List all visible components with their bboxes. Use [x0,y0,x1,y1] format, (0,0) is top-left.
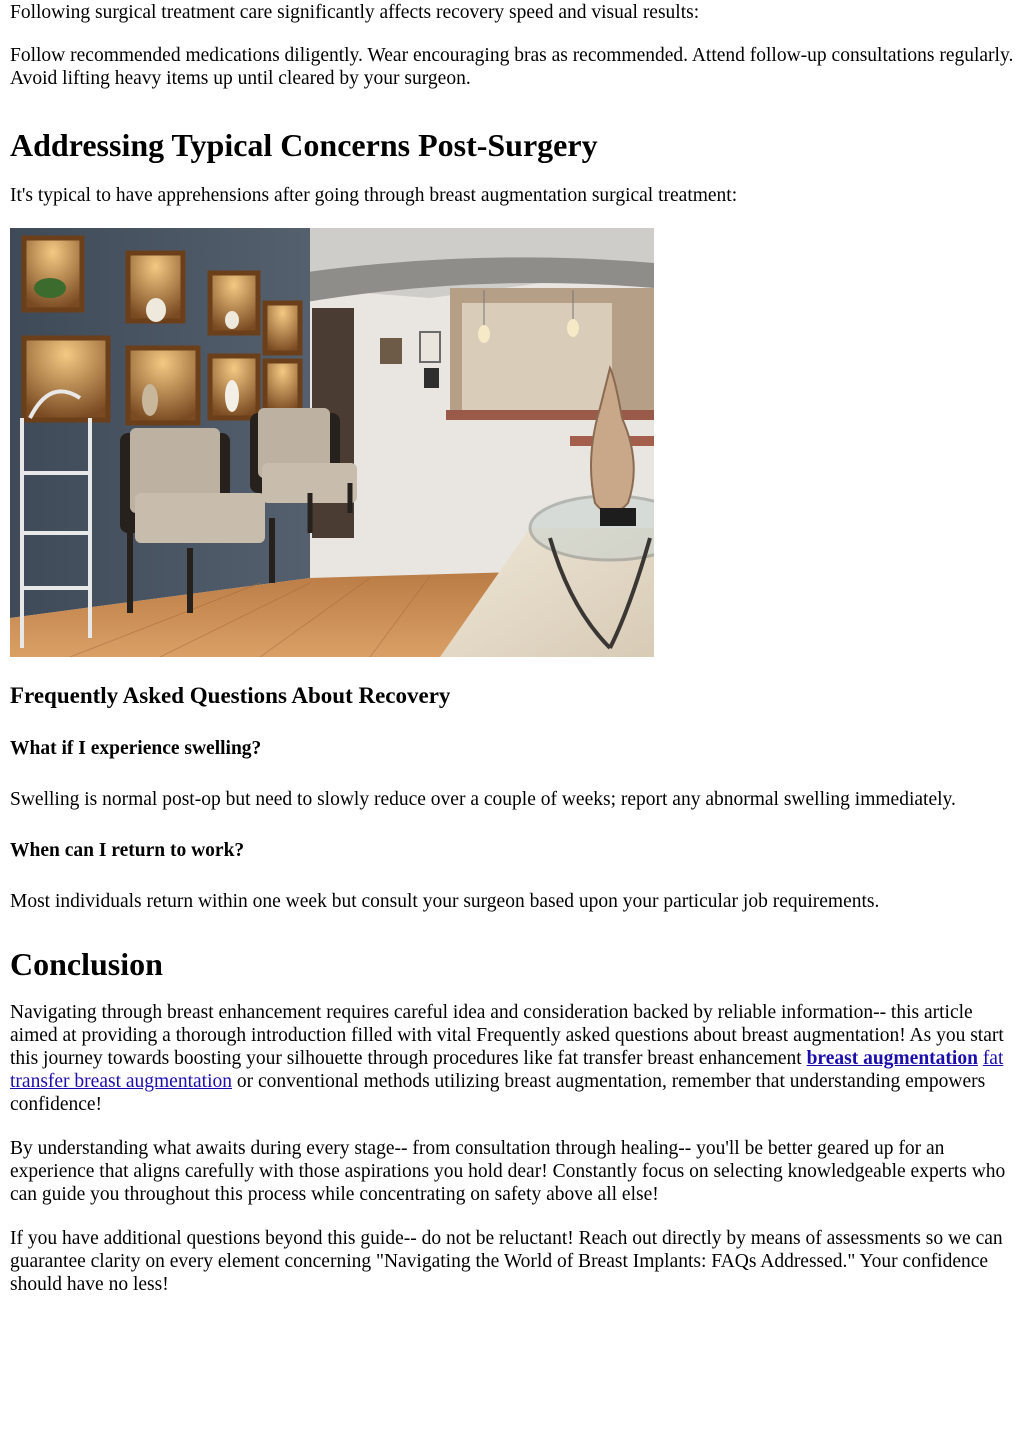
faq-heading: Frequently Asked Questions About Recovery [10,683,451,708]
faq-answer-2: Most individuals return within one week but consult your surgeon based upon your particular job requirements. [10,891,880,912]
waiting-room-photo [10,228,654,657]
intro-advice: Follow recommended medications diligently. Wear encouraging bras as recommended. Attend follow-up consultations regularly. Avoid lifting heavy items up until cleared by your surgeon. [10,45,1014,89]
conclusion-paragraph-1 [10,1001,1014,1116]
faq-answer-1: Swelling is normal post-op but need to slowly reduce over a couple of weeks; report any abnormal swelling immediately. [10,789,956,810]
conclusion-paragraph-3: If you have additional questions beyond this guide-- do not be reluctant! Reach out directly by means of assessments so we can guarantee clarity on every element concerning "Navigating the World of Breast Implants: FAQs Addressed." Your confidence should have no less! [10,1228,1003,1295]
conclusion-text-after: or conventional methods utilizing breast augmentation, remember that understanding empowers confidence! [10,1071,986,1115]
conclusion-paragraph-2: By understanding what awaits during every stage-- from consultation through healing-- you'll be better geared up for an experience that aligns carefully with those aspirations you hold dear! Constantly focus on selecting knowledgeable experts who can guide you throughout this process while concentrating on safety above all else! [10,1138,1006,1205]
breast-augmentation-link[interactable]: breast augmentation [806,1048,978,1069]
faq-question-1: What if I experience swelling? [10,738,262,759]
conclusion-text-before: Navigating through breast enhancement requires careful idea and consideration backed by reliable information-- this article aimed at providing a thorough introduction filled with vital Frequently asked questions about breast augmentation! As you start this journey towards boosting your silhouette through procedures like fat transfer breast enhancement [10,1002,1004,1069]
faq-question-2: When can I return to work? [10,840,245,861]
concerns-heading: Addressing Typical Concerns Post-Surgery [10,127,598,163]
conclusion-heading: Conclusion [10,946,163,982]
concerns-text: It's typical to have apprehensions after going through breast augmentation surgical treatment: [10,185,738,206]
intro-lead: Following surgical treatment care significantly affects recovery speed and visual results: [10,2,700,23]
fat-transfer-link[interactable]: fat transfer breast augmentation [10,1048,1004,1092]
